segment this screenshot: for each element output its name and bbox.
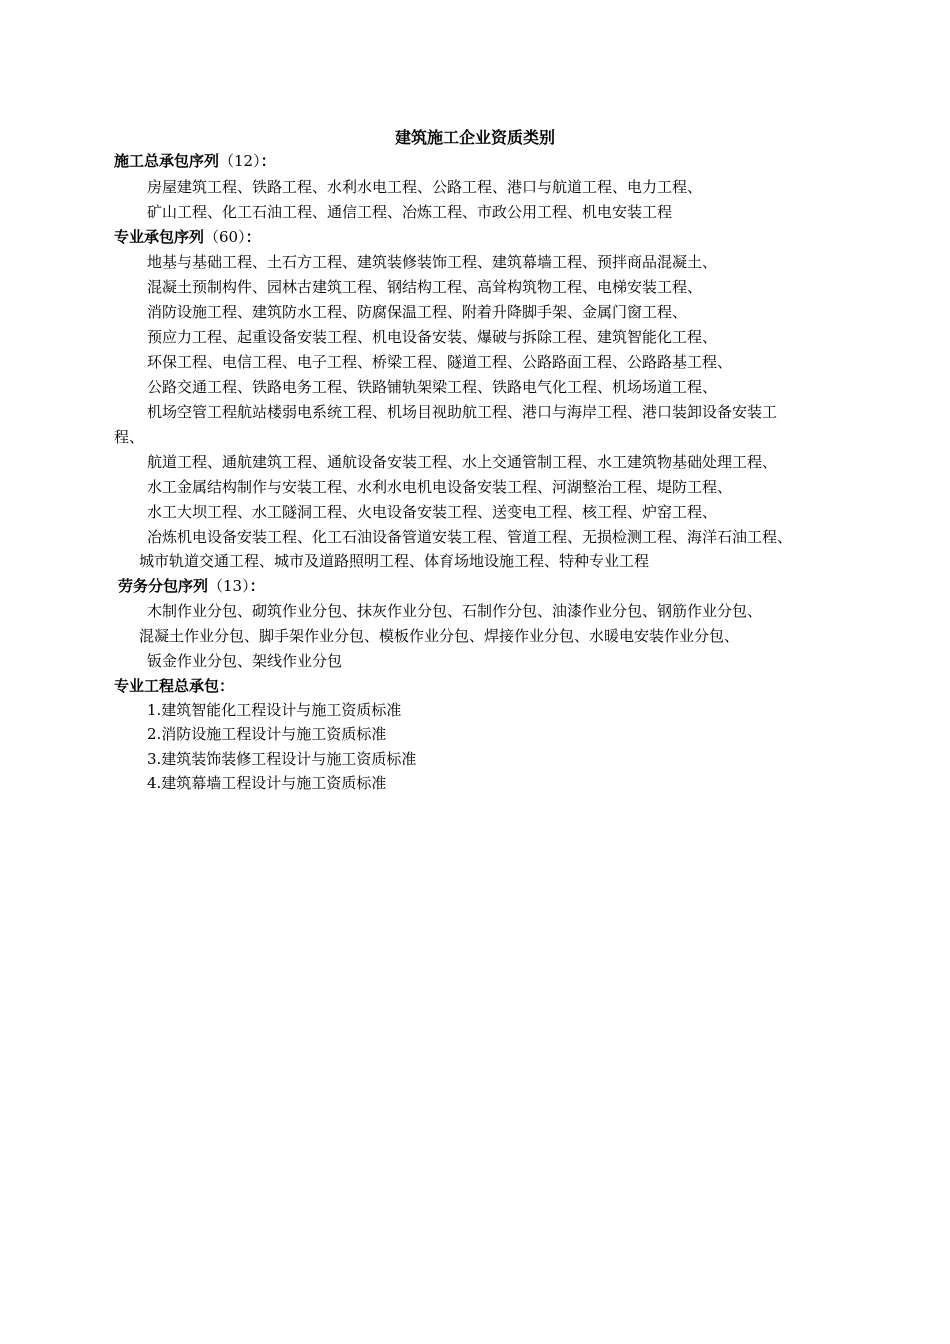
list-item: 水工金属结构制作与安装工程、水利水电机电设备安装工程、河湖整治工程、堤防工程、 [147,478,733,496]
list-item: 钣金作业分包、架线作业分包 [147,652,343,670]
list-item: 水工大坝工程、水工隧洞工程、火电设备安装工程、送变电工程、核工程、炉窑工程、 [147,503,718,521]
list-item: 冶炼机电设备安装工程、化工石油设备管道安装工程、管道工程、无损检测工程、海洋石油工程、 [147,528,793,546]
document-title: 建筑施工企业资质类别 [394,128,555,147]
list-item: 机场空管工程航站楼弱电系统工程、机场目视助航工程、港口与海岸工程、港口装卸设备安装工 [147,403,778,421]
section-count: （13） [208,577,250,595]
list-item: 地基与基础工程、土石方工程、建筑装修装饰工程、建筑幕墙工程、预拌商品混凝土、 [147,253,718,271]
list-item: 3.建筑装饰装修工程设计与施工资质标准 [147,750,417,768]
section-heading-label: 施工总承包序列 [114,152,220,170]
section-count: （60） [204,228,246,246]
section-heading-label: 劳务分包序列 [118,577,209,595]
list-item: 环保工程、电信工程、电子工程、桥梁工程、隧道工程、公路路面工程、公路路基工程、 [147,353,733,371]
list-item: 混凝土预制构件、园林古建筑工程、钢结构工程、高耸构筑物工程、电梯安装工程、 [147,278,703,296]
list-item: 4.建筑幕墙工程设计与施工资质标准 [147,774,387,792]
list-item: 航道工程、通航建筑工程、通航设备安装工程、水上交通管制工程、水工建筑物基础处理工程、 [147,453,778,471]
list-item: 木制作业分包、砌筑作业分包、抹灰作业分包、石制作分包、油漆作业分包、钢筋作业分包、 [147,602,763,620]
section-heading-specialty-contracting [114,226,261,248]
list-item: 2.消防设施工程设计与施工资质标准 [147,725,387,743]
list-item: 城市轨道交通工程、城市及道路照明工程、体育场地设施工程、特种专业工程 [139,552,650,570]
list-item: 程、 [114,428,145,446]
section-colon: ： [245,228,261,246]
section-count: （12） [219,152,261,170]
list-item: 矿山工程、化工石油工程、通信工程、冶炼工程、市政公用工程、机电安装工程 [147,203,673,221]
list-item: 房屋建筑工程、铁路工程、水利水电工程、公路工程、港口与航道工程、电力工程、 [147,178,703,196]
section-heading-general-contracting [114,150,276,172]
section-colon: ： [260,152,276,170]
section-heading-specialty-general-contracting [114,675,234,697]
section-heading-label: 专业工程总承包： [114,677,235,695]
list-item: 消防设施工程、建筑防水工程、防腐保温工程、附着升降脚手架、金属门窗工程、 [147,303,688,321]
section-colon: ： [249,577,265,595]
section-heading-label: 专业承包序列 [114,228,205,246]
list-item: 混凝土作业分包、脚手架作业分包、模板作业分包、焊接作业分包、水暖电安装作业分包、 [139,627,740,645]
section-heading-labor-subcontracting [118,575,265,597]
list-item: 预应力工程、起重设备安装工程、机电设备安装、爆破与拆除工程、建筑智能化工程、 [147,328,718,346]
list-item: 公路交通工程、铁路电务工程、铁路铺轨架梁工程、铁路电气化工程、机场场道工程、 [147,378,718,396]
list-item: 1.建筑智能化工程设计与施工资质标准 [147,701,402,719]
